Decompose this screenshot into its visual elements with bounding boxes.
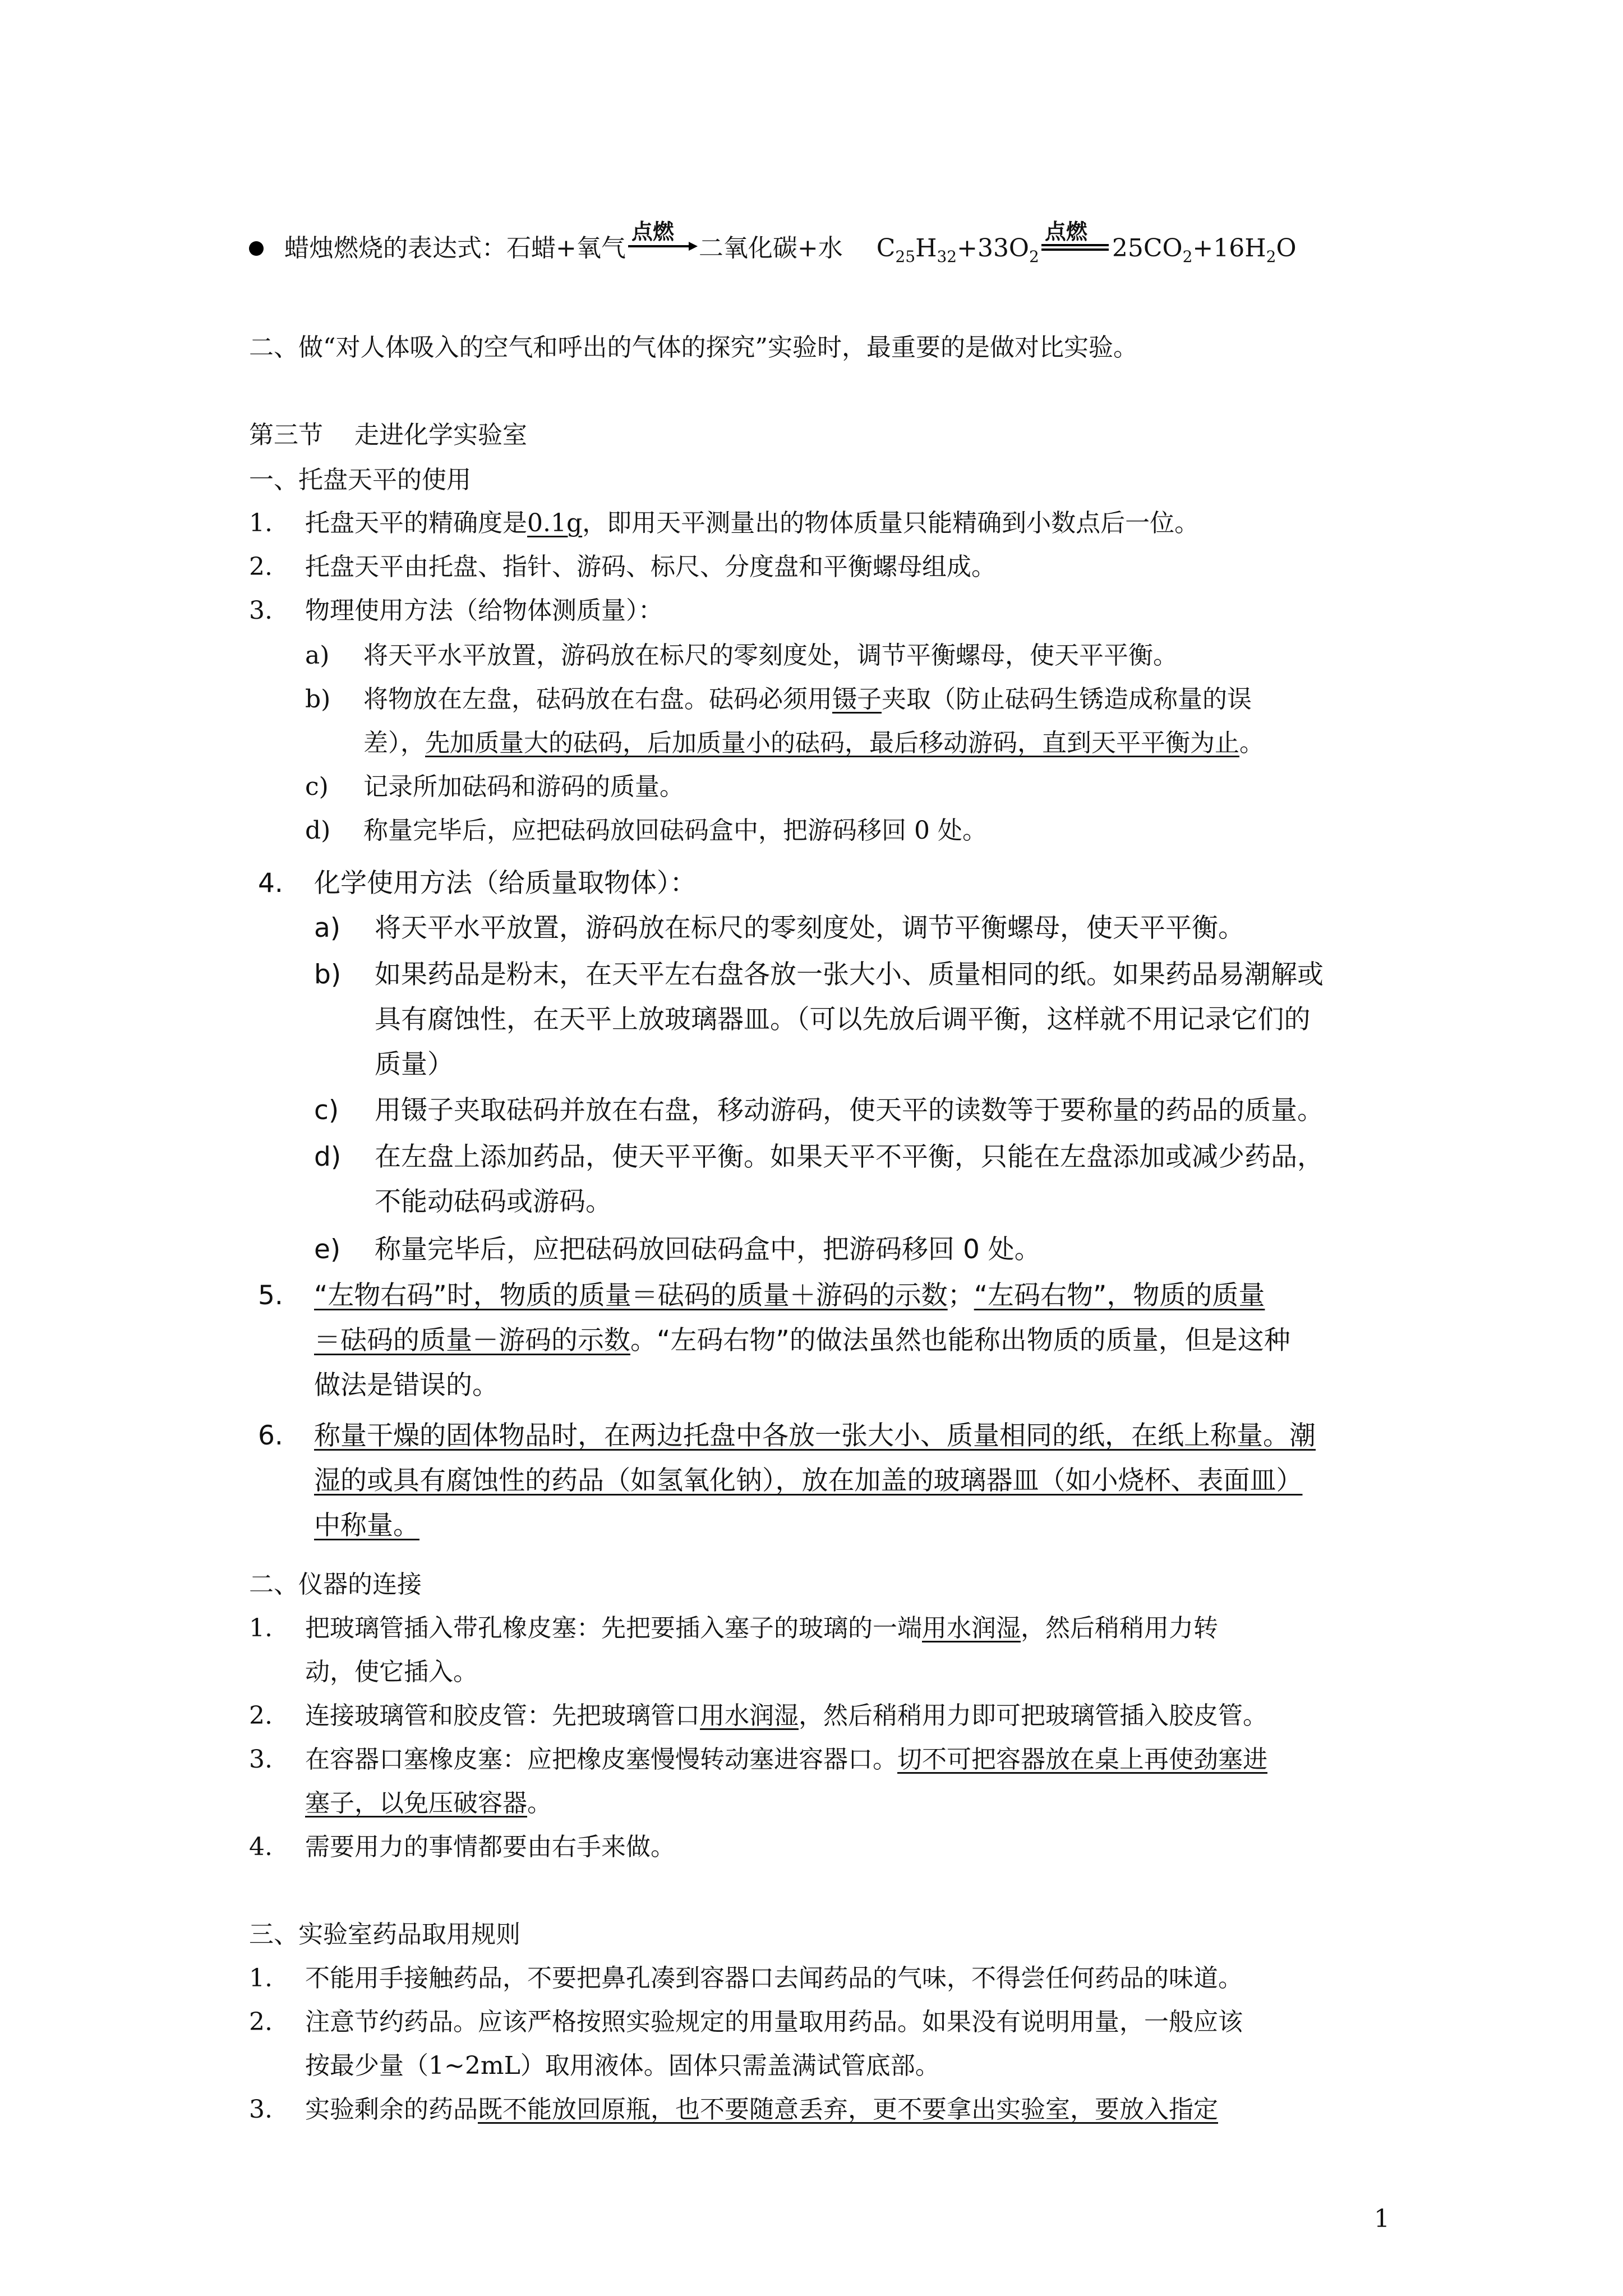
list-number: 4. bbox=[258, 868, 283, 899]
bullet-dot-icon bbox=[249, 241, 264, 256]
list-item: 不能用手接触药品，不要把鼻孔凑到容器口去闻药品的气味，不得尝任何药品的味道。 bbox=[305, 1964, 1243, 1993]
comparison-paragraph: 二、做“对人体吸入的空气和呼出的气体的探究”实验时，最重要的是做对比实验。 bbox=[249, 333, 1138, 362]
list-number: 1. bbox=[249, 1964, 273, 1993]
equation-formula: $C_{25}H_{32}+33O_2$ bbox=[876, 234, 1039, 266]
list-number: 2. bbox=[249, 1701, 273, 1730]
combustion-equation bbox=[284, 219, 1297, 274]
equation-label: 蜡烛燃烧的表达式：石蜡+氧气 bbox=[284, 234, 626, 263]
list-item-cont: 做法是错误的。 bbox=[314, 1370, 499, 1401]
equation-products-1: 二氧化碳+水 bbox=[698, 234, 843, 263]
sub-item: 将天平水平放置，游码放在标尺的零刻度处，调节平衡螺母，使天平平衡。 bbox=[363, 641, 1178, 670]
sub-item-label: b) bbox=[314, 959, 342, 990]
sub-item: 如果药品是粉末，在天平左右盘各放一张大小、质量相同的纸。如果药品易潮解或 bbox=[375, 959, 1324, 990]
sub-item-label: c) bbox=[305, 772, 329, 801]
list-number: 2. bbox=[249, 2008, 273, 2036]
list-item: 在容器口塞橡皮塞：应把橡皮塞慢慢转动塞进容器口。切不可把容器放在桌上再使劲塞进 bbox=[305, 1745, 1267, 1774]
sub-item: 在左盘上添加药品，使天平平衡。如果天平不平衡，只能在左盘添加或减少药品， bbox=[375, 1142, 1324, 1172]
connect-heading: 二、仪器的连接 bbox=[249, 1570, 422, 1599]
condition-label-1: 点燃 bbox=[631, 219, 674, 244]
list-number: 4. bbox=[249, 1833, 273, 1861]
list-item-cont: 塞子，以免压破容器。 bbox=[305, 1789, 552, 1818]
sub-item-label: d) bbox=[314, 1142, 342, 1172]
list-item: 把玻璃管插入带孔橡皮塞：先把要插入塞子的玻璃的一端用水润湿，然后稍稍用力转 bbox=[305, 1614, 1218, 1642]
list-item-cont: ＝砝码的质量－游码的示数。“左码右物”的做法虽然也能称出物质的质量，但是这种 bbox=[314, 1325, 1290, 1356]
list-number: 3. bbox=[249, 2095, 273, 2124]
reaction-arrow-1 bbox=[626, 219, 699, 265]
sub-item-label: b) bbox=[305, 685, 331, 714]
sub-item: 记录所加砝码和游码的质量。 bbox=[363, 772, 684, 801]
list-item-cont: 按最少量（1~2mL）取用液体。固体只需盖满试管底部。 bbox=[305, 2051, 940, 2080]
rules-heading: 三、实验室药品取用规则 bbox=[249, 1920, 520, 1949]
page-number: 1 bbox=[1374, 2205, 1390, 2233]
equation-products-2: $25CO_2+16H_2O$ bbox=[1112, 234, 1297, 266]
sub-item-label: e) bbox=[314, 1234, 341, 1265]
sub-item: 将天平水平放置，游码放在标尺的零刻度处，调节平衡螺母，使天平平衡。 bbox=[375, 913, 1244, 944]
list-number: 1. bbox=[249, 1614, 273, 1642]
sub-item-label: a) bbox=[314, 913, 341, 944]
list-item: 托盘天平由托盘、指针、游码、标尺、分度盘和平衡螺母组成。 bbox=[305, 553, 996, 581]
list-item: 需要用力的事情都要由右手来做。 bbox=[305, 1833, 675, 1861]
list-item: 物理使用方法（给物体测质量）： bbox=[305, 596, 663, 625]
sub-item: 用镊子夹取砝码并放在右盘，移动游码，使天平的读数等于要称量的药品的质量。 bbox=[375, 1095, 1324, 1126]
list-item: 托盘天平的精确度是0.1g，即用天平测量出的物体质量只能精确到小数点后一位。 bbox=[305, 509, 1200, 537]
list-number: 5. bbox=[258, 1280, 283, 1311]
sub-item: 称量完毕后，应把砝码放回砝码盒中，把游码移回 0 处。 bbox=[363, 816, 987, 845]
sub-item: 将物放在左盘，砝码放在右盘。砝码必须用镊子夹取（防止砝码生锈造成称量的误 bbox=[363, 685, 1252, 714]
list-item-cont: 湿的或具有腐蚀性的药品（如氢氧化钠），放在加盖的玻璃器皿（如小烧杯、表面皿） bbox=[314, 1465, 1303, 1496]
section-title: 第三节 走进化学实验室 bbox=[249, 421, 527, 449]
sub-item: 称量完毕后，应把砝码放回砝码盒中，把游码移回 0 处。 bbox=[375, 1234, 1041, 1265]
list-item-cont: 动，使它插入。 bbox=[305, 1658, 478, 1686]
list-item: 注意节约药品。应该严格按照实验规定的用量取用药品。如果没有说明用量，一般应该 bbox=[305, 2008, 1243, 2036]
list-number: 3. bbox=[249, 1745, 273, 1774]
list-item: 称量干燥的固体物品时，在两边托盘中各放一张大小、质量相同的纸，在纸上称量。潮 bbox=[314, 1420, 1316, 1451]
list-item: 实验剩余的药品既不能放回原瓶，也不要随意丢弃，更不要拿出实验室，要放入指定 bbox=[305, 2095, 1218, 2124]
sub-item-cont: 差），先加质量大的砝码，后加质量小的砝码，最后移动游码，直到天平平衡为止。 bbox=[363, 729, 1264, 757]
list-number: 3. bbox=[249, 596, 273, 625]
sub-item-label: a) bbox=[305, 641, 330, 670]
double-line-icon bbox=[1041, 241, 1112, 254]
sub-item-cont: 质量） bbox=[375, 1049, 454, 1080]
reaction-arrow-2 bbox=[1039, 219, 1112, 265]
list-item: 化学使用方法（给质量取物体）： bbox=[314, 868, 697, 899]
arrow-icon bbox=[628, 241, 699, 252]
balance-heading: 一、托盘天平的使用 bbox=[249, 466, 471, 494]
list-item: “左物右码”时，物质的质量＝砝码的质量＋游码的示数；“左码右物”，物质的质量 bbox=[314, 1280, 1265, 1311]
list-number: 2. bbox=[249, 553, 273, 581]
sub-item-label: c) bbox=[314, 1095, 339, 1126]
condition-label-2: 点燃 bbox=[1044, 219, 1087, 244]
list-number: 1. bbox=[249, 509, 273, 537]
list-item: 连接玻璃管和胶皮管：先把玻璃管口用水润湿，然后稍稍用力即可把玻璃管插入胶皮管。 bbox=[305, 1701, 1267, 1730]
sub-item-label: d) bbox=[305, 816, 331, 845]
list-item-cont: 中称量。 bbox=[314, 1510, 419, 1541]
sub-item-cont: 不能动砝码或游码。 bbox=[375, 1186, 612, 1217]
list-number: 6. bbox=[258, 1420, 283, 1451]
sub-item-cont: 具有腐蚀性，在天平上放玻璃器皿。（可以先放后调平衡，这样就不用记录它们的 bbox=[375, 1004, 1311, 1035]
